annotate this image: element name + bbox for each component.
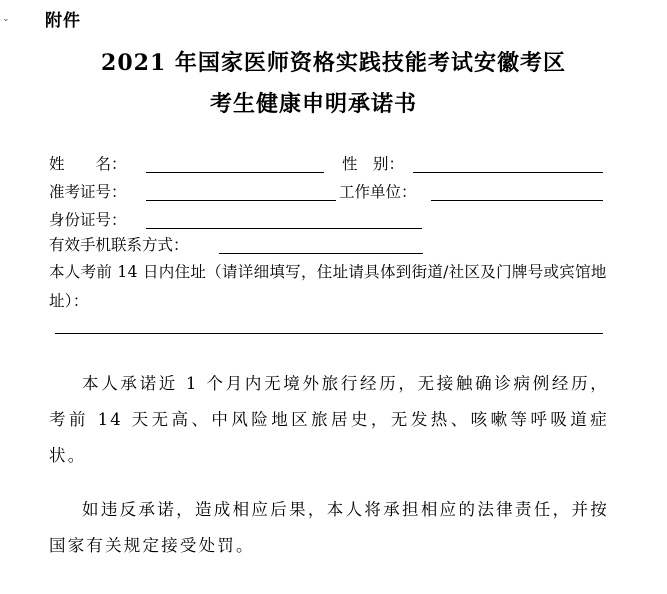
pledge-paragraph-1: 本人承诺近 1 个月内无境外旅行经历，无接触确诊病例经历，考前 14 天无高、中风险地区旅居史，无发热、咳嗽等呼吸道症状。 [49,374,609,465]
gender-label: 性 别： [342,155,405,173]
document-title: 2021 年国家医师资格实践技能考试安徽考区 [101,50,566,76]
form-row-name-gender [49,152,609,176]
workplace-field[interactable] [431,200,603,201]
form-row-examid-workplace [49,180,609,204]
form-row-id-card [49,208,609,232]
address-label: 本人考前 14 日内住址（请详细填写，住址请具体到街道/社区及门牌号或宾馆地址）： [49,263,607,310]
gender-field[interactable] [413,172,603,173]
address-field[interactable] [55,333,603,334]
phone-field[interactable] [219,253,423,254]
id-card-field[interactable] [146,228,422,229]
name-label: 姓 名： [49,155,127,173]
phone-label: 有效手机联系方式： [49,236,189,254]
pledge-paragraph-2: 如违反承诺，造成相应后果，本人将承担相应的法律责任，并按国家有关规定接受处罚。 [49,500,609,555]
document-subtitle: 考生健康申明承诺书 [209,91,417,117]
id-card-label: 身份证号： [49,211,127,229]
exam-id-label: 准考证号： [49,183,127,201]
workplace-label: 工作单位： [339,183,417,201]
corner-mark: ⌄ [2,14,10,24]
exam-id-field[interactable] [146,200,336,201]
form-row-phone [49,233,609,257]
name-field[interactable] [146,172,324,173]
attachment-label: 附件 [45,11,81,31]
